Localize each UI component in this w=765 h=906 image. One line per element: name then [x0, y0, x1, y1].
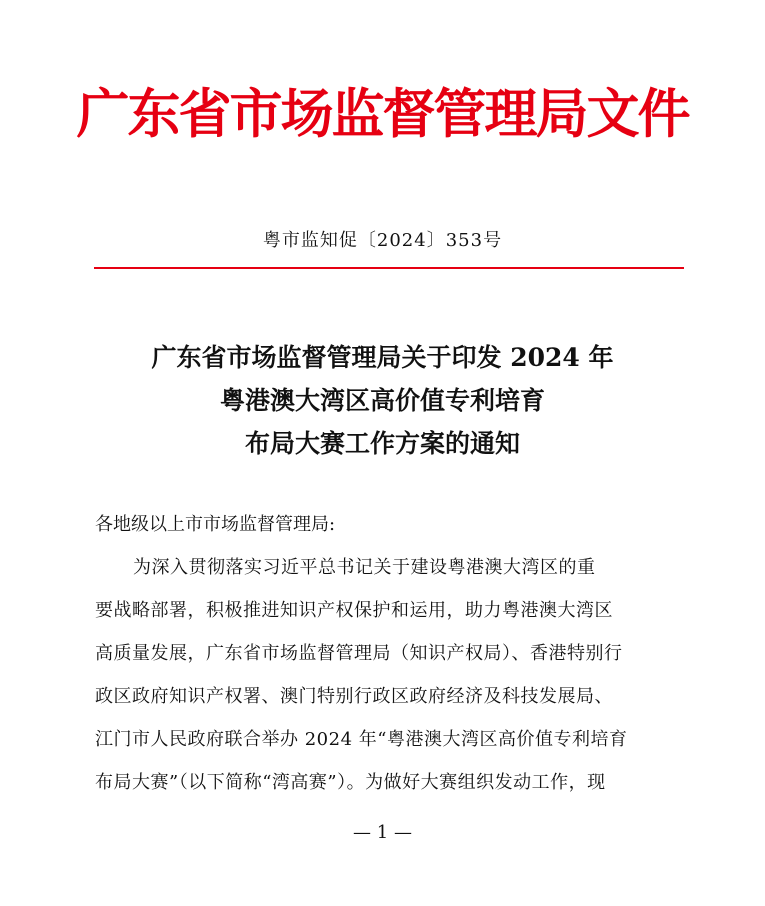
- body-line: 政区政府知识产权署、澳门特别行政区政府经济及科技发展局、: [95, 686, 613, 707]
- title-line: 广东省市场监督管理局关于印发 2024 年: [151, 343, 614, 372]
- title-line: 布局大赛工作方案的通知: [244, 429, 520, 458]
- body-line: 为深入贯彻落实习近平总书记关于建设粤港澳大湾区的重: [133, 557, 596, 578]
- body-line: 高质量发展，广东省市场监督管理局（知识产权局）、香港特别行: [95, 643, 623, 664]
- document-title: [0, 336, 765, 465]
- red-divider-line: [94, 267, 684, 269]
- title-line: 粤港澳大湾区高价值专利培育: [219, 386, 545, 415]
- body-line: 布局大赛”（以下简称“湾高赛”）。为做好大赛组织发动工作，现: [95, 772, 606, 793]
- masthead-title: 广东省市场监督管理局文件: [76, 83, 689, 145]
- body-line: 江门市人民政府联合举办 2024 年“粤港澳大湾区高价值专利培育: [95, 729, 628, 750]
- document-number: 粤市监知促〔2024〕353号: [262, 230, 503, 251]
- page-number: — 1 —: [353, 822, 412, 843]
- body-line: 要战略部署，积极推进知识产权保护和运用，助力粤港澳大湾区: [95, 600, 613, 621]
- salutation: 各地级以上市市场监督管理局:: [95, 514, 336, 535]
